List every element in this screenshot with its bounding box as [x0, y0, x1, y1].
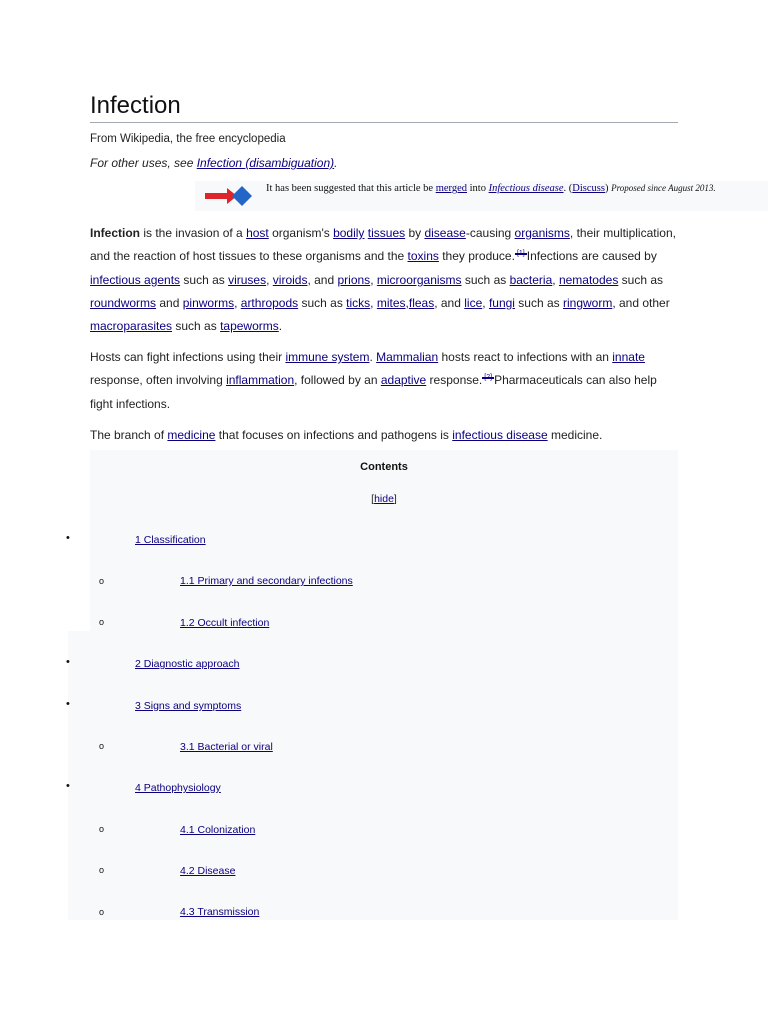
p1-text: they produce. — [438, 249, 515, 264]
link-infectious-agents[interactable]: infectious agents — [90, 272, 181, 287]
link-macroparasites[interactable]: macroparasites — [90, 319, 173, 334]
merge-notice — [195, 181, 768, 211]
p1-text: , — [482, 295, 489, 310]
toc-item-classification[interactable]: 1 Classification — [135, 534, 206, 546]
link-pinworms[interactable]: pinworms — [182, 295, 235, 310]
intro-paragraph-3 — [90, 424, 680, 447]
link-microorganisms[interactable]: microorganisms — [376, 272, 462, 287]
infectious-disease-merge-link[interactable]: Infectious disease — [488, 183, 564, 194]
toc-item-disease[interactable]: 4.2 Disease — [180, 865, 236, 877]
toc-hide-link[interactable]: hide — [374, 493, 394, 505]
link-organisms[interactable]: organisms — [514, 226, 570, 240]
toc-item-bacterial-or-viral[interactable]: 3.1 Bacterial or viral — [180, 741, 273, 753]
toc-bullet: o — [99, 865, 105, 875]
merge-text-before: It has been suggested that this article be — [266, 183, 436, 194]
toc-bullet: o — [99, 824, 105, 834]
link-tissues[interactable]: tissues — [367, 226, 406, 240]
p1-text: , and — [434, 295, 465, 310]
link-bacteria[interactable]: bacteria — [509, 272, 553, 287]
disambiguation-link[interactable]: Infection (disambiguation) — [196, 156, 335, 170]
discuss-link[interactable]: Discuss — [572, 183, 605, 194]
link-disease[interactable]: disease — [424, 226, 466, 240]
link-viruses[interactable]: viruses — [228, 272, 267, 287]
p1-text: , — [370, 295, 377, 310]
p1-text: such as — [298, 295, 347, 310]
merge-arrow-icon — [205, 186, 255, 206]
hatnote-suffix: . — [334, 156, 338, 170]
toc-hide-toggle — [0, 493, 768, 505]
p1-text: Infections are caused by — [526, 249, 657, 264]
link-prions[interactable]: prions — [337, 272, 371, 287]
hatnote — [90, 156, 337, 170]
link-adaptive[interactable]: adaptive — [380, 373, 427, 388]
link-mammalian[interactable]: Mammalian — [376, 350, 439, 364]
p2-text: . — [369, 350, 377, 364]
p1-text: , — [552, 272, 559, 287]
p1-text: , — [370, 272, 377, 287]
toc-item-pathophysiology[interactable]: 4 Pathophysiology — [135, 782, 221, 794]
toc-title: Contents — [360, 461, 408, 473]
p1-text: and — [156, 295, 183, 310]
p1-text: , — [234, 295, 241, 310]
p1-text: such as — [461, 272, 510, 287]
term-infection: Infection — [90, 226, 140, 240]
link-ringworm[interactable]: ringworm — [563, 295, 613, 310]
link-toxins[interactable]: toxins — [407, 249, 439, 264]
p1-text: organism's — [268, 226, 334, 240]
table-of-contents — [90, 450, 678, 920]
toc-bullet: • — [66, 656, 70, 668]
p1-text: . — [278, 319, 283, 334]
link-immune-system[interactable]: immune system — [285, 350, 370, 364]
link-viroids[interactable]: viroids — [272, 272, 308, 287]
toc-bullet: o — [99, 617, 105, 627]
toc-hide-bracket-close: ] — [393, 493, 397, 505]
merge-notice-text — [266, 182, 768, 195]
page-title: Infection — [90, 93, 678, 123]
p2-text: response, often involving — [90, 373, 227, 388]
merge-text-into: into — [467, 183, 489, 194]
p1-text: , their multiplication, and the reaction of host tissues to these organisms and the — [90, 226, 676, 264]
p2-text: response. — [426, 373, 483, 388]
toc-hide-bracket-open: [ — [371, 493, 375, 505]
p1-text: is the invasion of a — [140, 226, 247, 240]
link-medicine[interactable]: medicine — [167, 428, 216, 442]
p2-text: , followed by an — [294, 373, 381, 388]
intro-paragraph-1 — [90, 222, 680, 338]
proposed-since: Proposed since August 2013. — [611, 183, 716, 193]
link-nematodes[interactable]: nematodes — [558, 272, 619, 287]
hatnote-prefix: For other uses, see — [90, 156, 197, 170]
merged-link[interactable]: merged — [435, 183, 467, 194]
p1-text: such as — [618, 272, 664, 287]
link-arthropods[interactable]: arthropods — [240, 295, 299, 310]
link-inflammation[interactable]: inflammation — [226, 373, 295, 388]
toc-bullet: • — [66, 780, 70, 792]
toc-item-occult-infection[interactable]: 1.2 Occult infection — [180, 617, 270, 629]
link-roundworms[interactable]: roundworms — [90, 295, 157, 310]
p1-text: , and — [307, 272, 338, 287]
toc-item-colonization[interactable]: 4.1 Colonization — [180, 824, 256, 836]
p1-text: , — [405, 295, 409, 310]
p2-text: Hosts can fight infections using their — [90, 350, 286, 364]
link-infectious-disease[interactable]: infectious disease — [452, 428, 548, 442]
reference-1[interactable]: [1] — [516, 250, 525, 258]
p1-text: -causing — [465, 226, 515, 240]
p1-text: such as — [172, 319, 221, 334]
p1-text: such as — [514, 295, 563, 310]
toc-bullet: • — [66, 698, 70, 710]
p1-text: such as — [180, 272, 229, 287]
link-fleas[interactable]: fleas — [408, 295, 435, 310]
toc-item-signs-and-symptoms[interactable]: 3 Signs and symptoms — [135, 700, 242, 712]
p3-text: medicine. — [547, 428, 603, 442]
p1-text: by — [405, 226, 425, 240]
link-fungi[interactable]: fungi — [488, 295, 515, 310]
p2-text: Pharmaceuticals can also help fight infections. — [90, 373, 657, 411]
link-innate[interactable]: innate — [612, 350, 645, 364]
toc-bullet: o — [99, 907, 105, 917]
toc-item-diagnostic-approach[interactable]: 2 Diagnostic approach — [135, 658, 240, 670]
toc-bullet: o — [99, 741, 105, 751]
intro-paragraph-2 — [90, 346, 680, 416]
link-bodily[interactable]: bodily — [333, 226, 365, 240]
link-lice[interactable]: lice — [464, 295, 483, 310]
merge-close: ) — [604, 183, 612, 194]
link-tapeworms[interactable]: tapeworms — [220, 319, 279, 334]
p2-text: hosts react to infections with an — [438, 350, 613, 364]
p3-text: that focuses on infections and pathogens is — [215, 428, 453, 442]
p1-text: , — [266, 272, 273, 287]
link-ticks[interactable]: ticks — [346, 295, 371, 310]
p1-text: , and other — [612, 295, 670, 310]
link-host[interactable]: host — [246, 226, 269, 240]
toc-background-strip — [68, 631, 98, 920]
merge-sep: . ( — [563, 183, 573, 194]
toc-bullet: • — [66, 532, 70, 544]
link-mites[interactable]: mites — [376, 295, 406, 310]
toc-item-transmission[interactable]: 4.3 Transmission — [180, 906, 260, 918]
toc-bullet: o — [99, 576, 105, 586]
p3-text: The branch of — [90, 428, 168, 442]
tagline: From Wikipedia, the free encyclopedia — [90, 133, 286, 145]
toc-item-primary-secondary-infections[interactable]: 1.1 Primary and secondary infections — [180, 575, 353, 587]
reference-2[interactable]: [2] — [484, 374, 493, 382]
